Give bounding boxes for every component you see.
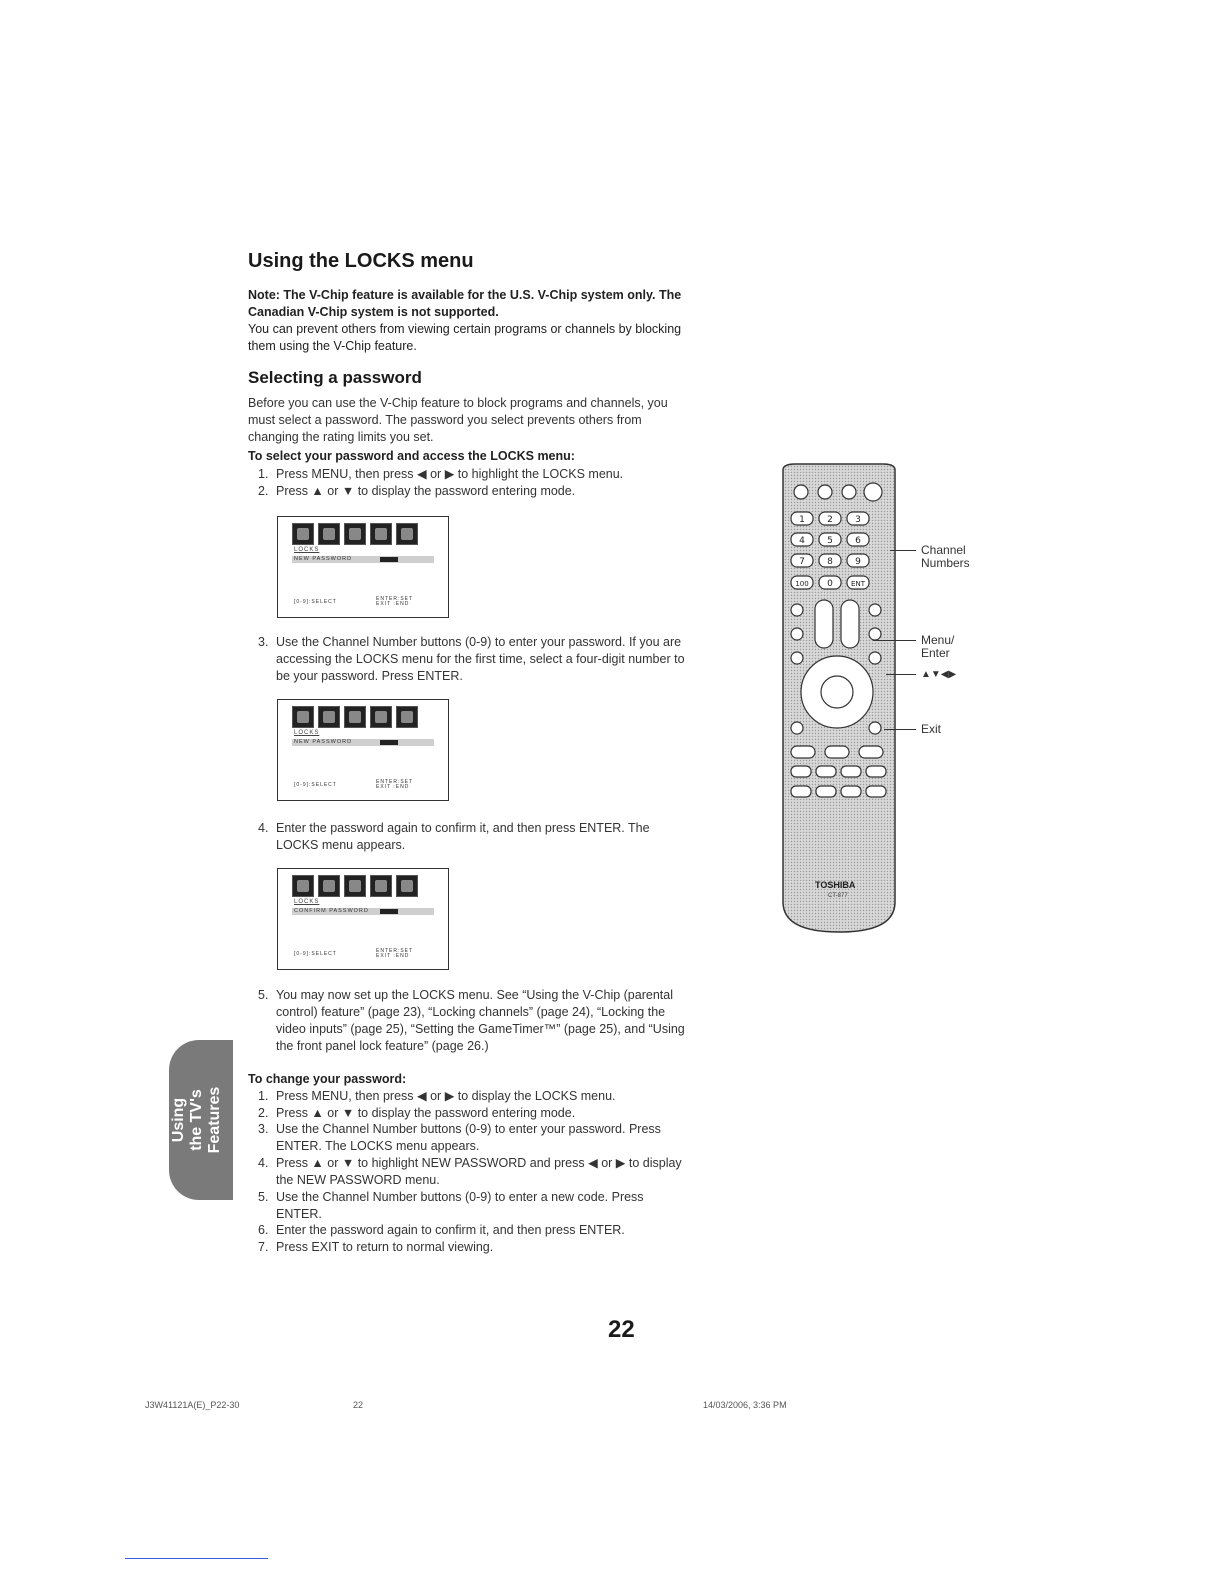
password-row: NEW PASSWORD bbox=[292, 739, 434, 746]
section-title: Selecting a password bbox=[248, 368, 422, 387]
step-item: 5. Use the Channel Number buttons (0-9) to enter a new code. Press ENTER. bbox=[258, 1190, 644, 1221]
channel-numbers-label: Channel Numbers bbox=[921, 543, 970, 570]
svg-text:5: 5 bbox=[827, 536, 833, 546]
svg-text:100: 100 bbox=[795, 580, 809, 588]
side-tab-label: Using the TV's Features bbox=[170, 1086, 223, 1154]
select-hint: [0-9]:SELECT bbox=[294, 782, 337, 788]
svg-text:ENT: ENT bbox=[851, 580, 865, 588]
footer-page: 22 bbox=[353, 1400, 364, 1410]
menu-label: LOCKS bbox=[294, 730, 320, 736]
enter-exit-hint: ENTER:SET EXIT :END bbox=[376, 596, 414, 607]
password-field bbox=[380, 909, 398, 914]
step-item: 5. You may now set up the LOCKS menu. See “Using the V-Chip (parental control) feature” (page 23), “Locking channels” (page 24), “Locking the video inputs” (page 25), “Setting the GameTimer™” (page 25), and “Using the front panel lock feature” (page 26.) bbox=[258, 988, 685, 1053]
select-hint: [0-9]:SELECT bbox=[294, 599, 337, 605]
step-item: 4. Press ▲ or ▼ to highlight NEW PASSWORD and press ◀ or ▶ to display the NEW PASSWORD menu. bbox=[258, 1156, 682, 1187]
audio-icon bbox=[318, 523, 340, 545]
step-item: 7. Press EXIT to return to normal viewing. bbox=[258, 1240, 494, 1254]
callout-line bbox=[886, 674, 916, 675]
applications-icon bbox=[370, 523, 392, 545]
change-heading: To change your password: bbox=[248, 1072, 407, 1086]
locks-menu-screen bbox=[277, 699, 449, 801]
arrows-label: ▲▼◀▶ bbox=[921, 669, 957, 680]
step-item: 6. Enter the password again to confirm it, and then press ENTER. bbox=[258, 1223, 625, 1237]
applications-icon bbox=[370, 875, 392, 897]
menu-label: LOCKS bbox=[294, 547, 320, 553]
svg-text:7: 7 bbox=[799, 557, 805, 567]
applications-icon bbox=[370, 706, 392, 728]
remote-model: CT-877 bbox=[828, 893, 848, 899]
remote-control-illustration bbox=[775, 462, 905, 942]
menu-label: LOCKS bbox=[294, 899, 320, 905]
picture-icon bbox=[292, 706, 314, 728]
svg-text:2: 2 bbox=[827, 515, 833, 525]
note-text: You can prevent others from viewing certain programs or channels by blocking them using the V-Chip feature. bbox=[248, 322, 682, 353]
intro-paragraph: Before you can use the V-Chip feature to block programs and channels, you must select a password. The password you select prevents others from changing the rating limits you set. bbox=[248, 396, 668, 444]
enter-exit-hint: ENTER:SET EXIT :END bbox=[376, 779, 414, 790]
svg-text:8: 8 bbox=[827, 557, 833, 567]
password-row: NEW PASSWORD bbox=[292, 556, 434, 563]
password-row: CONFIRM PASSWORD bbox=[292, 908, 434, 915]
svg-text:3: 3 bbox=[855, 515, 861, 525]
step-item: 1. Press MENU, then press ◀ or ▶ to display the LOCKS menu. bbox=[258, 1089, 616, 1103]
setup-icon bbox=[344, 706, 366, 728]
footer-rule bbox=[125, 1558, 268, 1559]
svg-text:1: 1 bbox=[799, 515, 805, 525]
enter-exit-hint: ENTER:SET EXIT :END bbox=[376, 948, 414, 959]
password-field bbox=[380, 557, 398, 562]
step-item: 2. Press ▲ or ▼ to display the password entering mode. bbox=[258, 1106, 576, 1120]
menu-enter-label: Menu/ Enter bbox=[921, 633, 955, 660]
menu-icons bbox=[292, 706, 418, 728]
step-item: 4. Enter the password again to confirm it, and then press ENTER. The LOCKS menu appears. bbox=[258, 821, 650, 852]
svg-text:0: 0 bbox=[827, 579, 833, 589]
callout-line bbox=[890, 550, 916, 551]
lock-icon bbox=[396, 875, 418, 897]
note-block bbox=[248, 287, 688, 355]
svg-text:6: 6 bbox=[855, 536, 861, 546]
locks-menu-screen bbox=[277, 868, 449, 970]
page-number: 22 bbox=[608, 1316, 635, 1343]
password-field bbox=[380, 740, 398, 745]
step-item: 2. Press ▲ or ▼ to display the password entering mode. bbox=[258, 484, 576, 498]
lock-icon bbox=[396, 706, 418, 728]
remote-brand: TOSHIBA bbox=[815, 880, 856, 890]
page-title: Using the LOCKS menu bbox=[248, 250, 474, 272]
menu-icons bbox=[292, 523, 418, 545]
lock-icon bbox=[396, 523, 418, 545]
select-heading: To select your password and access the LOCKS menu: bbox=[248, 449, 575, 463]
menu-icons bbox=[292, 875, 418, 897]
locks-menu-screen bbox=[277, 516, 449, 618]
note-bold: Note: The V-Chip feature is available for the U.S. V-Chip system only. The Canadian V-Chip system is not supported. bbox=[248, 288, 682, 319]
setup-icon bbox=[344, 523, 366, 545]
audio-icon bbox=[318, 706, 340, 728]
step-item: 1. Press MENU, then press ◀ or ▶ to highlight the LOCKS menu. bbox=[258, 467, 624, 481]
picture-icon bbox=[292, 523, 314, 545]
svg-text:4: 4 bbox=[799, 536, 805, 546]
callout-line bbox=[873, 640, 916, 641]
setup-icon bbox=[344, 875, 366, 897]
footer-file: J3W41121A(E)_P22-30 bbox=[145, 1400, 240, 1410]
select-hint: [0-9]:SELECT bbox=[294, 951, 337, 957]
picture-icon bbox=[292, 875, 314, 897]
callout-line bbox=[884, 729, 916, 730]
footer-timestamp: 14/03/2006, 3:36 PM bbox=[703, 1400, 787, 1410]
audio-icon bbox=[318, 875, 340, 897]
exit-label: Exit bbox=[921, 722, 942, 736]
svg-text:9: 9 bbox=[855, 557, 861, 567]
step-item: 3. Use the Channel Number buttons (0-9) to enter your password. If you are accessing the LOCKS menu for the first time, select a four-digit number to be your password. Press ENTER. bbox=[258, 635, 685, 683]
step-item: 3. Use the Channel Number buttons (0-9) to enter your password. Press ENTER. The LOCKS menu appears. bbox=[258, 1122, 661, 1153]
